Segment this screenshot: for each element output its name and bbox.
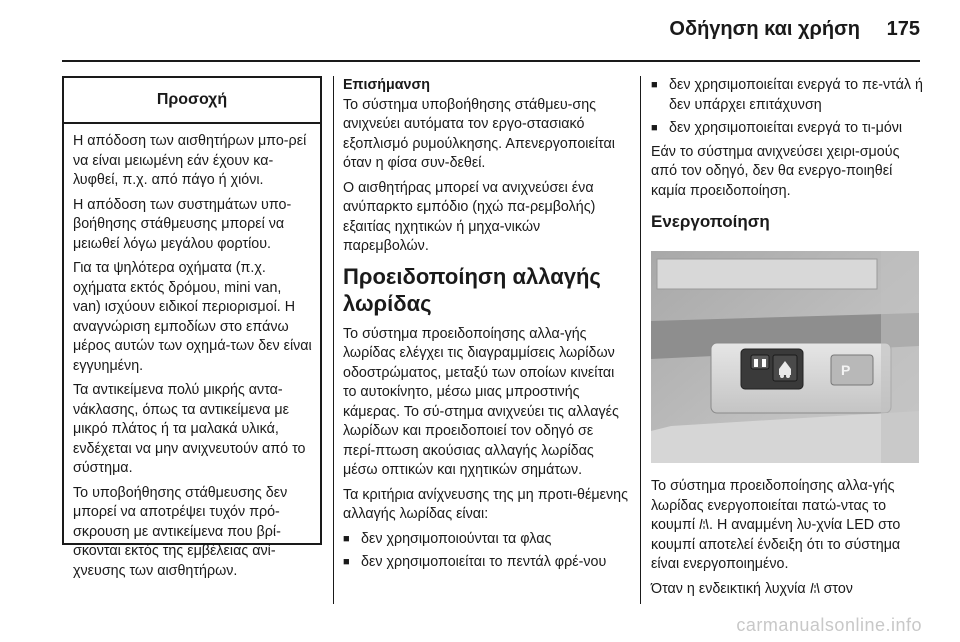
caution-box <box>62 76 322 579</box>
section-heading-lane-departure: Προειδοποίηση αλλαγής λωρίδας <box>343 263 601 316</box>
list-item <box>343 530 628 550</box>
column-divider <box>333 76 334 604</box>
column-middle <box>343 76 628 577</box>
lane-departure-icon <box>810 582 820 594</box>
section-heading-activation: Ενεργοποίηση <box>651 212 770 231</box>
caution-body <box>64 124 320 581</box>
bullet-icon: ■ <box>343 556 350 568</box>
bullet-icon: ■ <box>651 122 658 134</box>
caution-paragraph: Η απόδοση των αισθητήρων μπο-ρεί να είναι μειωμένη εάν έχουν κα-λυφθεί, π.χ. από πάγο ή χιόνι. <box>73 133 307 188</box>
note-paragraph: Το σύστημα υποβοήθησης στάθμευ-σης ανιχνεύει αυτόματα τον εργο-στασιακό εξοπλισμό ρυμούλκησης. Απενεργοποιείται όταν η φίσα συν-δεθεί. <box>343 96 615 171</box>
header-divider <box>62 60 920 62</box>
note-title: Επισήμανση <box>343 77 430 93</box>
column-divider <box>640 76 641 604</box>
list-item-text: δεν χρησιμοποιείται ενεργά το τι-μόνι <box>669 120 903 136</box>
activation-paragraph <box>651 477 926 575</box>
list-item-text: δεν χρησιμοποιείται ενεργά το πε-ντάλ ή δεν υπάρχει επιτάχυνση <box>669 77 923 113</box>
activation-text: . Η αναμμένη λυ-χνία LED στο κουμπί αποτελεί ένδειξη ότι το σύστημα είναι ενεργοποιημένο. <box>651 517 901 572</box>
note-paragraph: Ο αισθητήρας μπορεί να ανιχνεύσει ένα ανύπαρκτο εμπόδιο (ηχώ πα-ρεμβολής) εξαιτίας ηχητικών ή μηχα-νικών παρεμβολών. <box>343 179 596 254</box>
paragraph: Εάν το σύστημα ανιχνεύσει χειρι-σμούς από τον οδηγό, δεν θα ενεργο-ποιηθεί καμία προειδοποίηση. <box>651 143 900 199</box>
bullet-icon: ■ <box>343 532 350 545</box>
lane-departure-icon <box>699 518 709 530</box>
caution-paragraph: Το υποβοήθησης στάθμευσης δεν μπορεί να αποτρέψει τυχόν πρό-σκρουση με αντικείμενα που βρί-σκονται εκτός της εμβέλειας ανί-χνευσης των αισθητήρων. <box>73 484 288 579</box>
column-right <box>651 76 926 604</box>
list-item-text: δεν χρησιμοποιείται το πεντάλ φρέ-νου <box>361 554 607 570</box>
park-button-label: P <box>841 362 851 378</box>
caution-title: Προσοχή <box>64 78 320 124</box>
indicator-text: Όταν η ενδεικτική λυχνία <box>651 580 810 597</box>
list-item <box>651 76 926 115</box>
page-number: 175 <box>886 18 920 40</box>
caution-paragraph: Για τα ψηλότερα οχήματα (π.χ. οχήματα εκτός δρόμου, mini van, van) ισχύουν ειδικοί περιορισμοί. Η αναγνώριση εμποδίων στο επάνω μέρος αυτών των οχημά-των δεν είναι εγγυημένη. <box>73 260 312 374</box>
section-paragraph: Τα κριτήρια ανίχνευσης της μη προτι-θέμενης αλλαγής λωρίδας είναι: <box>343 486 628 522</box>
dashboard-illustration <box>651 251 919 463</box>
page-header <box>0 0 960 60</box>
list-item <box>651 119 926 139</box>
caution-paragraph: Τα αντικείμενα πολύ μικρής αντα-νάκλασης, όπως τα αντικείμενα με μικρό πλάτος ή τα μαλακά υλικά, ενδέχεται να μην ανιχνευτούν από το σύστημα. <box>73 382 306 476</box>
dashboard-button-photo <box>651 251 919 463</box>
list-item-text: δεν χρησιμοποιούνται τα φλας <box>361 530 552 547</box>
page-title: Οδήγηση και χρήση <box>669 18 860 40</box>
activation-text: Το σύστημα προειδοποίησης αλλα-γής λωρίδας ενεργοποιείται πατώ-ντας το κουμπί <box>651 478 895 533</box>
watermark: carmanualsonline.info <box>736 615 922 635</box>
indicator-text: στον <box>819 580 853 597</box>
list-item <box>343 553 628 573</box>
section-paragraph: Το σύστημα προειδοποίησης αλλα-γής λωρίδας ελέγχει τις διαγραμμίσεις λωρίδων οδοστρώματος, μεταξύ των οποίων κινείται το αυτοκίνητο, μέσω μιας μπροστινής κάμερας. Το σύ-στημα ανιχνεύει τις αλλαγές λωρίδων και προειδοποιεί τον οδηγό σε περί-πτωση ακούσιας αλλαγής λωρίδας μέσω οπτικών και ηχητικών σημάτων. <box>343 325 619 478</box>
bullet-icon: ■ <box>651 79 658 91</box>
caution-paragraph: Η απόδοση των συστημάτων υπο-βοήθησης στάθμευσης μπορεί να μειωθεί λόγω μεγάλου φορτίου. <box>73 196 292 252</box>
indicator-paragraph <box>651 580 926 600</box>
